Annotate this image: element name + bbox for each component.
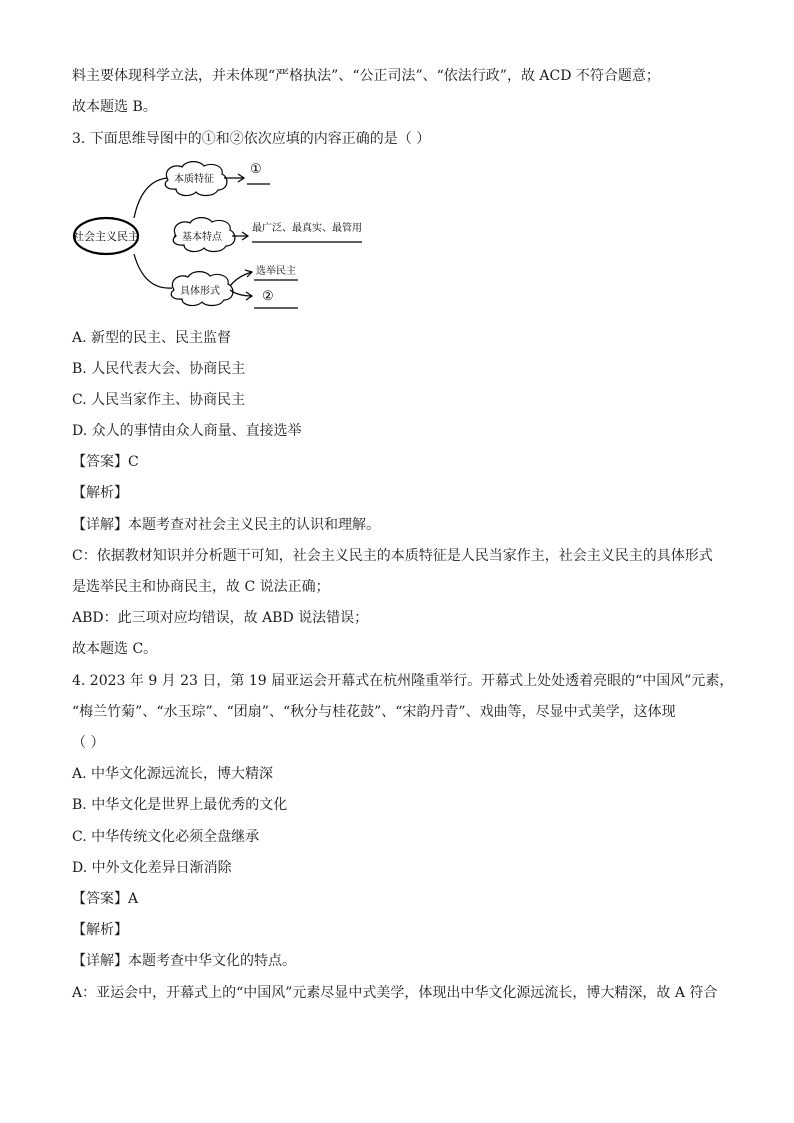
option-c: C. 中华传统文化必须全盘继承	[72, 829, 260, 845]
option-a: A. 新型的民主、民主监督	[72, 330, 232, 346]
question-3-stem: 3. 下面思维导图中的①和②依次应填的内容正确的是（ ）	[72, 131, 431, 147]
option-d: D. 中外文化差异日渐消除	[72, 860, 232, 876]
feature-item: 最广泛、最真实、最管用	[252, 223, 362, 234]
connector-line	[134, 254, 172, 288]
cloud-node-essence	[165, 162, 227, 196]
answer-label: 【答案】C	[72, 454, 139, 470]
detail-text: 【详解】本题考查中华文化的特点。	[72, 953, 296, 969]
question-4-stem: 4. 2023 年 9 月 23 日，第 19 届亚运会开幕式在杭州隆重举行。开幕式上处处透着亮眼的“中国风”元素，	[72, 673, 734, 689]
blank-2: ②	[262, 289, 274, 304]
option-a: A. 中华文化源远流长，博大精深	[72, 766, 274, 782]
option-b: B. 人民代表大会、协商民主	[72, 361, 246, 377]
detail-text: 是选举民主和协商民主，故 C 说法正确；	[72, 579, 330, 595]
answer-label: 【答案】A	[72, 891, 139, 907]
option-c: C. 人民当家作主、协商民主	[72, 392, 246, 408]
question-4-stem: “梅兰竹菊”、“水玉琮”、“团扇”、“秋分与桂花鼓”、“宋韵丹青”、戏曲等，尽显中式美学，这体现	[72, 704, 676, 720]
connector-line	[134, 178, 168, 218]
center-node-label: 社会主义民主	[73, 230, 139, 243]
blank-1: ①	[250, 162, 262, 177]
question-4-blank: （ ）	[72, 735, 105, 751]
mind-map-diagram	[72, 160, 372, 320]
cloud-node-form	[171, 272, 233, 306]
cloud-node-feature	[173, 218, 235, 252]
detail-text: C：依据教材知识并分析题干可知，社会主义民主的本质特征是人民当家作主，社会主义民主的具体形式	[72, 548, 713, 564]
conclusion-text: 故本题选 C。	[72, 641, 158, 657]
text-line: 料主要体现科学立法，并未体现“严格执法”、“公正司法”、“依法行政”，故 ACD 不符合题意；	[72, 68, 660, 84]
text-line: 故本题选 B。	[72, 99, 157, 115]
detail-text: 【详解】本题考查对社会主义民主的认识和理解。	[72, 517, 380, 533]
analysis-label: 【解析】	[72, 485, 128, 501]
analysis-label: 【解析】	[72, 922, 128, 938]
detail-text: ABD：此三项对应均错误，故 ABD 说法错误；	[72, 610, 369, 626]
option-d: D. 众人的事情由众人商量、直接选举	[72, 423, 302, 439]
detail-text: A：亚运会中，开幕式上的“中国风”元素尽显中式美学，体现出中华文化源远流长，博大精深，故 A 符合	[72, 985, 718, 1001]
cloud-label: 具体形式	[180, 286, 220, 297]
arrow	[230, 272, 252, 286]
option-b: B. 中华文化是世界上最优秀的文化	[72, 797, 288, 813]
form-item-1: 选举民主	[256, 266, 296, 277]
cloud-label: 本质特征	[174, 174, 214, 185]
cloud-label: 基本特点	[182, 232, 222, 243]
